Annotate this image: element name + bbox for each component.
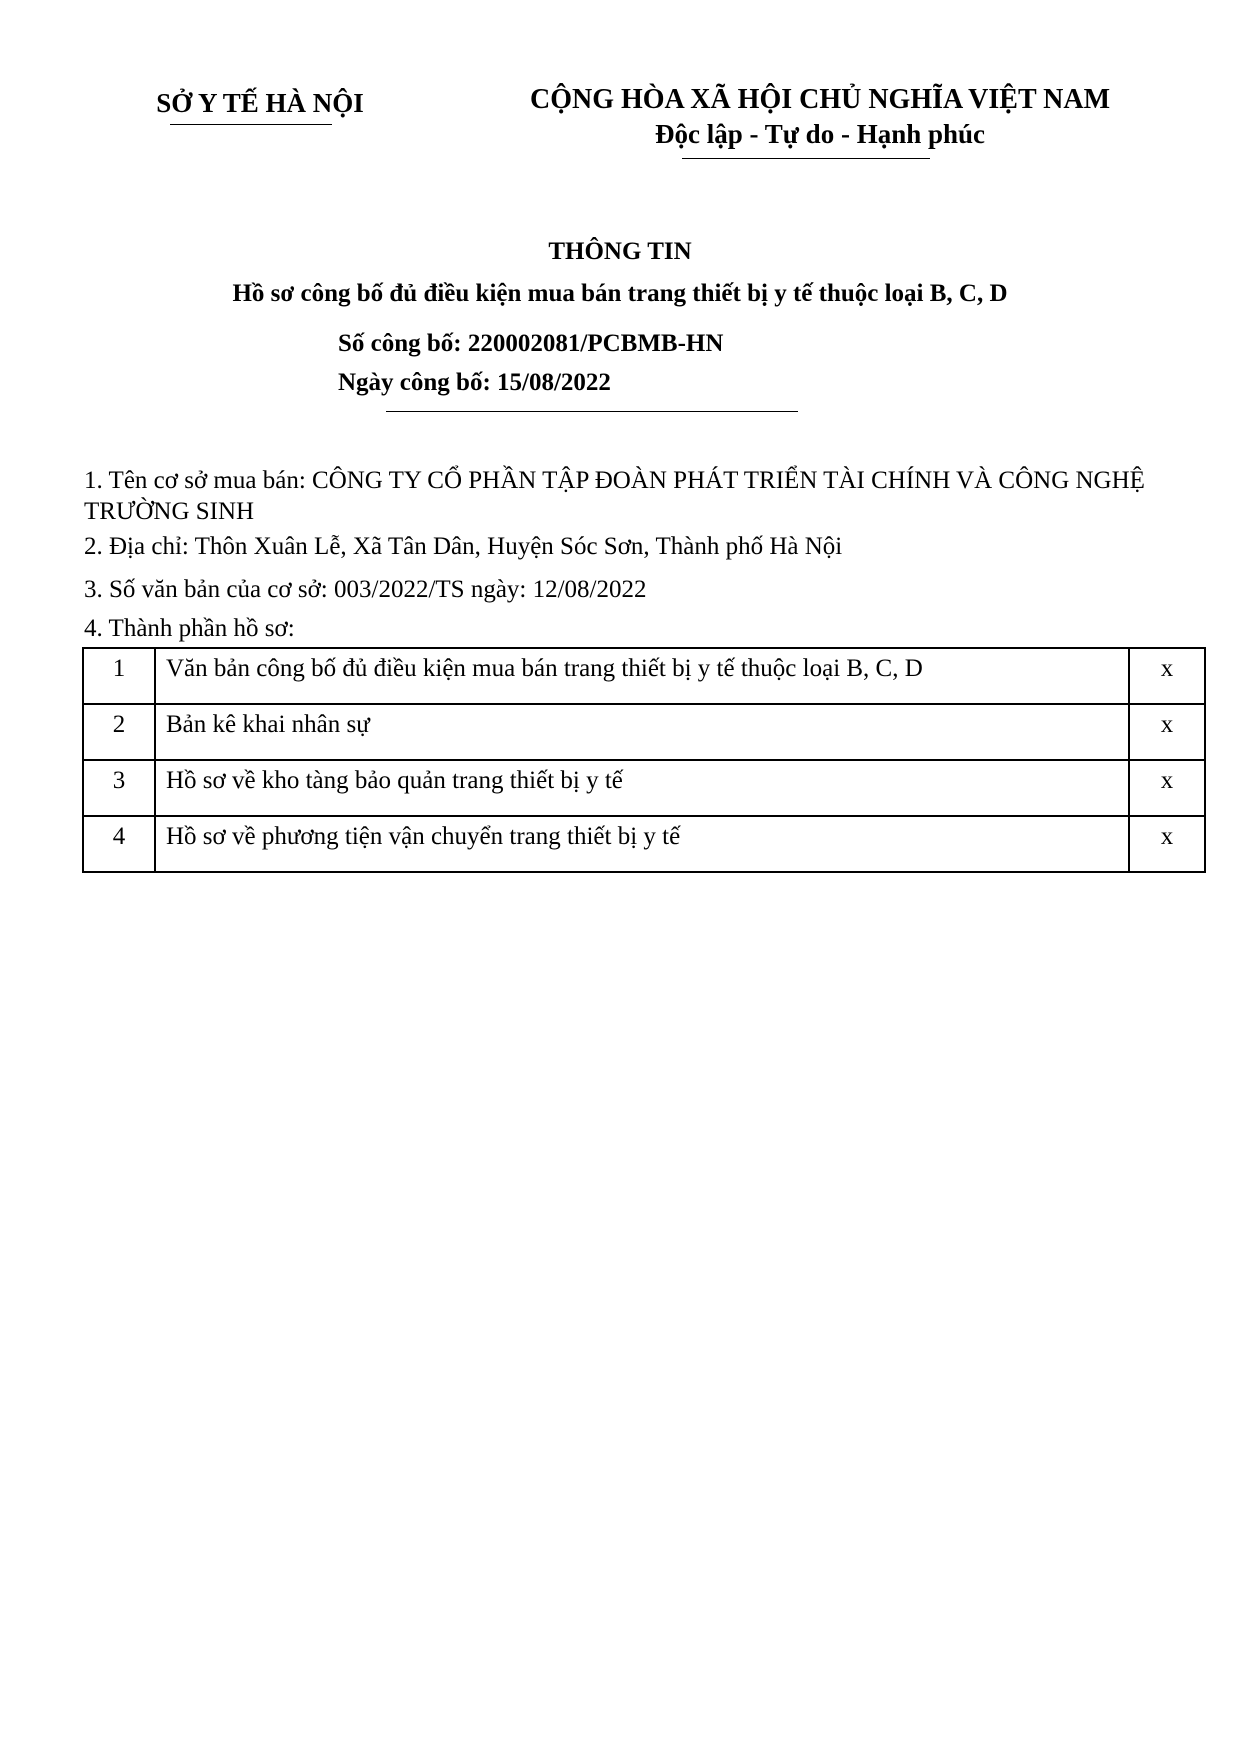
publication-date: Ngày công bố: 15/08/2022 xyxy=(338,369,611,396)
facility-name: 1. Tên cơ sở mua bán: CÔNG TY CỔ PHẦN TẬP ĐOÀN PHÁT TRIỂN TÀI CHÍNH VÀ CÔNG NGHỆ TRƯỜNG SINH xyxy=(84,467,1145,525)
facility-address: 2. Địa chỉ: Thôn Xuân Lễ, Xã Tân Dân, Huyện Sóc Sơn, Thành phố Hà Nội xyxy=(84,533,843,560)
country-name: CỘNG HÒA XÃ HỘI CHỦ NGHĨA VIỆT NAM xyxy=(529,84,1111,115)
component-name: Bản kê khai nhân sự xyxy=(155,704,1129,760)
row-number: 1 xyxy=(83,648,155,704)
dossier-components-label: 4. Thành phần hồ sơ: xyxy=(84,615,295,642)
row-number: 2 xyxy=(83,704,155,760)
motto-underline xyxy=(682,158,930,159)
table-row xyxy=(83,648,1205,704)
component-mark: x xyxy=(1129,704,1205,760)
row-number: 4 xyxy=(83,816,155,872)
component-mark: x xyxy=(1129,648,1205,704)
table-row xyxy=(83,704,1205,760)
agency-underline xyxy=(170,124,332,125)
motto: Độc lập - Tự do - Hạnh phúc xyxy=(654,119,986,149)
table-row xyxy=(83,816,1205,872)
document-title: THÔNG TIN xyxy=(548,238,692,265)
table-row xyxy=(83,760,1205,816)
publication-number: Số công bố: 220002081/PCBMB-HN xyxy=(338,330,724,357)
document-subtitle: Hồ sơ công bố đủ điều kiện mua bán trang thiết bị y tế thuộc loại B, C, D xyxy=(232,280,1008,307)
component-name: Hồ sơ về phương tiện vận chuyển trang thiết bị y tế xyxy=(155,816,1129,872)
component-name: Hồ sơ về kho tàng bảo quản trang thiết bị y tế xyxy=(155,760,1129,816)
component-mark: x xyxy=(1129,760,1205,816)
row-number: 3 xyxy=(83,760,155,816)
title-divider xyxy=(386,411,798,412)
component-name: Văn bản công bố đủ điều kiện mua bán trang thiết bị y tế thuộc loại B, C, D xyxy=(155,648,1129,704)
component-mark: x xyxy=(1129,816,1205,872)
agency-name: SỞ Y TẾ HÀ NỘI xyxy=(156,88,364,118)
facility-document-number: 3. Số văn bản của cơ sở: 003/2022/TS ngày: 12/08/2022 xyxy=(84,576,647,603)
components-table xyxy=(82,647,1206,873)
